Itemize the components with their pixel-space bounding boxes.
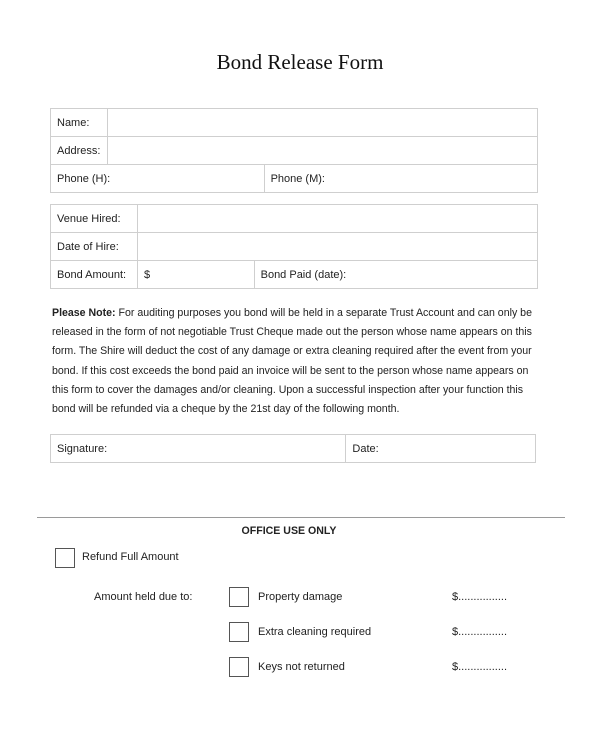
keys-not-returned-amount[interactable]: $................ (452, 661, 508, 673)
name-field[interactable] (107, 109, 537, 137)
table-row (51, 261, 538, 289)
please-note-paragraph (52, 304, 536, 419)
currency-symbol: $ (143, 268, 151, 281)
extra-cleaning-amount[interactable]: $................ (452, 626, 508, 638)
signature-field[interactable] (51, 435, 346, 463)
bond-amount-field[interactable] (137, 261, 254, 289)
date-hire-label: Date of Hire: (51, 233, 138, 261)
amount-held-label: Amount held due to: (94, 591, 193, 603)
applicant-details-table (50, 108, 538, 193)
address-label: Address: (51, 137, 108, 165)
office-use-heading: OFFICE USE ONLY (241, 525, 337, 537)
extra-cleaning-label: Extra cleaning required (258, 626, 372, 638)
signature-table (50, 434, 536, 463)
keys-not-returned-label: Keys not returned (258, 661, 345, 673)
bond-paid-field[interactable] (254, 261, 537, 289)
property-damage-checkbox[interactable] (229, 587, 249, 607)
phone-home-field[interactable] (51, 165, 265, 193)
venue-field[interactable] (137, 205, 537, 233)
note-heading: Please Note: (52, 307, 116, 319)
table-row (51, 109, 538, 137)
refund-full-amount-checkbox[interactable] (55, 548, 75, 568)
phone-mobile-label: Phone (M): (270, 172, 325, 185)
phone-mobile-field[interactable] (264, 165, 537, 193)
bond-paid-label: Bond Paid (date): (260, 268, 347, 281)
address-field[interactable] (107, 137, 537, 165)
table-row (51, 137, 538, 165)
venue-label: Venue Hired: (51, 205, 138, 233)
name-label: Name: (51, 109, 108, 137)
bond-amount-label: Bond Amount: (51, 261, 138, 289)
extra-cleaning-checkbox[interactable] (229, 622, 249, 642)
signature-date-label: Date: (352, 442, 379, 455)
note-body: For auditing purposes you bond will be held in a separate Trust Account and can only be released in the form of not negotiable Trust Cheque made out the person whose name appears on this form. The Shire will deduct the cost of any damage or extra cleaning required after the event from your bond. If this cost exceeds the bond paid an invoice will be sent to the person whose name appears on this form to cover the damages and/or cleaning. Upon a successful inspection after your function this bond will be refunded via a cheque by the 21st day of the following month. (52, 307, 532, 416)
table-row (51, 435, 536, 463)
keys-not-returned-checkbox[interactable] (229, 657, 249, 677)
table-row (51, 205, 538, 233)
property-damage-label: Property damage (258, 591, 343, 603)
refund-full-amount-label: Refund Full Amount (82, 551, 179, 563)
phone-home-label: Phone (H): (57, 172, 111, 185)
page-title: Bond Release Form (216, 50, 384, 74)
property-damage-amount[interactable]: $................ (452, 591, 508, 603)
signature-date-field[interactable] (346, 435, 536, 463)
section-divider (37, 517, 565, 518)
date-hire-field[interactable] (137, 233, 537, 261)
table-row (51, 233, 538, 261)
table-row (51, 165, 538, 193)
hire-details-table (50, 204, 538, 289)
signature-label: Signature: (57, 442, 108, 455)
